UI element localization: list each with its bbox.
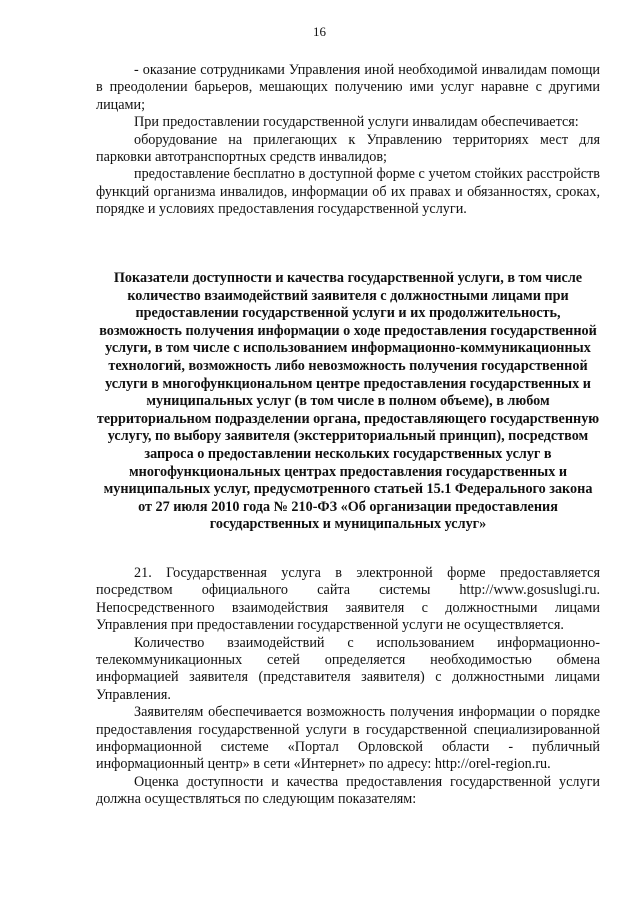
paragraph-information: предоставление бесплатно в доступной форме с учетом стойких расстройств функций организма инвалидов, информации об их правах и обязанностях, сроках, порядке и условиях предоставления государственной услуги.	[96, 166, 600, 218]
section-heading	[96, 270, 600, 534]
section-heading-text: Показатели доступности и качества государственной услуги, в том числе количество взаимодействий заявителя с должностными лицами при предоставлении государственной услуги и их продолжительность, возможность получения информации о ходе предоставления государственной услуги, в том числе с использованием информационно-коммуникационных технологий, возможность либо невозможность получения государственной услуги в многофункциональном центре предоставления государственных и муниципальных услуг (в том числе в полном объеме), в любом территориальном подразделении органа, предоставляющего государственную услугу, по выбору заявителя (экстерриториальный принцип), посредством запроса о предоставлении нескольких государственных услуг в многофункциональных центрах предоставления государственных и муниципальных услуг, предусмотренного статьей 15.1 Федерального закона от 27 июля 2010 года № 210-ФЗ «Об организации предоставления государственных и муниципальных услуг»	[96, 270, 600, 533]
page-number: 16	[313, 24, 326, 39]
paragraph-provision-intro: При предоставлении государственной услуги инвалидам обеспечивается:	[134, 114, 579, 131]
paragraph-parking: оборудование на прилегающих к Управлению территориях мест для парковки автотранспортных средств инвалидов;	[96, 131, 600, 166]
paragraph-interactions-count: Количество взаимодействий с использованием информационно-телекоммуникационных сетей определяется необходимостью обмена информацией заявителя (представителя заявителя) с должностными лицами Управления.	[96, 634, 600, 703]
paragraph-portal-info: Заявителям обеспечивается возможность получения информации о порядке предоставления государственной услуги в государственной специализированной информационной системе «Портал Орловской области - публичный информационный центр» в сети «Интернет» по адресу: http://orel-region.ru.	[96, 704, 600, 773]
paragraph-item-21: 21. Государственная услуга в электронной форме предоставляется посредством официального сайта системы http://www.gosuslugi.ru. Непосредственного взаимодействия заявителя с должностными лицами Управления при предоставлении государственной услуги не осуществляется.	[96, 565, 600, 634]
bottom-section	[96, 565, 600, 809]
top-section	[96, 62, 600, 219]
paragraph-assessment: Оценка доступности и качества предоставления государственной услуги должна осуществляться по следующим показателям:	[96, 773, 600, 808]
paragraph-assistance: - оказание сотрудниками Управления иной необходимой инвалидам помощи в преодолении барьеров, мешающих получению ими услуг наравне с другими лицами;	[96, 62, 600, 113]
